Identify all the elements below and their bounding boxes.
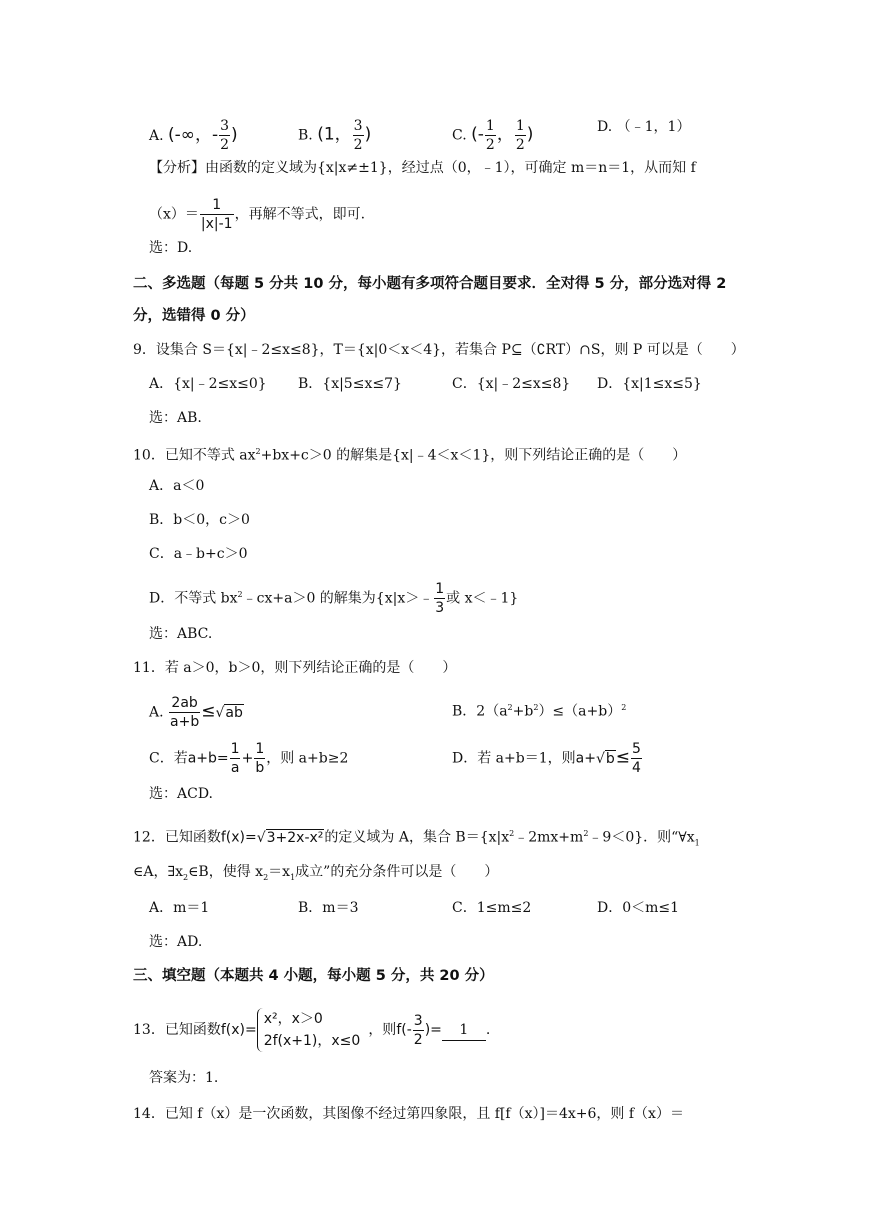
- q10-option-b: B．b＜0，c＞0: [149, 512, 250, 528]
- math-text: (1，: [317, 124, 352, 145]
- text: ﹣cx+a＞0 的解集为{x|x＞﹣: [242, 590, 434, 607]
- fraction: [485, 117, 496, 154]
- text: D．若 a+b＝1，则: [452, 750, 576, 767]
- q8-analysis-line1: 【分析】由函数的定义域为{x|x≠±1}，经过点（0，﹣1），可确定 m＝n＝1，从而知 f: [149, 160, 696, 176]
- text: B．2（a: [452, 703, 508, 720]
- q10-option-c: C．a﹣b+c＞0: [149, 546, 248, 562]
- q11-answer: 选：ACD.: [149, 786, 213, 802]
- fraction: [230, 740, 241, 777]
- denominator: 4: [632, 760, 641, 776]
- math-text: )=: [424, 1022, 442, 1038]
- denominator: 2: [485, 137, 495, 153]
- text: ﹣2mx+m: [514, 829, 584, 846]
- numerator: 3: [220, 118, 229, 134]
- fraction: [434, 580, 445, 617]
- radical: √3+2x-x²: [256, 829, 324, 846]
- fraction: [413, 1012, 424, 1049]
- fraction: [515, 117, 526, 154]
- math-text: ): [526, 124, 534, 145]
- option-text: （﹣1，1）: [616, 119, 691, 135]
- q11-option-c: [149, 740, 348, 777]
- denominator: |x|-1: [200, 216, 233, 232]
- denominator: a+b: [170, 714, 200, 730]
- q11-stem: 11．若 a＞0，b＞0，则下列结论正确的是（ ）: [133, 660, 457, 676]
- text: C．若: [149, 750, 188, 767]
- text: ＝x: [268, 864, 291, 880]
- text: 或 x＜﹣1}: [446, 590, 519, 607]
- superscript: 2: [583, 829, 589, 838]
- q12-stem-line2: [133, 862, 498, 888]
- q10-option-d: [149, 580, 518, 617]
- numerator: 3: [413, 1012, 423, 1029]
- fraction: [631, 740, 642, 777]
- q8-option-a: [149, 118, 238, 153]
- denominator: 2: [353, 137, 363, 153]
- text: ，则 a+b≥2: [266, 750, 349, 767]
- math-text: (-∞，-: [168, 124, 219, 145]
- q13-answer: 答案为：1.: [149, 1070, 219, 1086]
- math-text: f(x)=: [220, 1022, 257, 1038]
- option-label: B.: [298, 127, 313, 144]
- radicand: b: [605, 750, 615, 767]
- math-text: (-: [471, 124, 484, 145]
- text: ∈B，使得 x: [188, 864, 264, 880]
- text: ）≤（a+b）: [538, 703, 622, 720]
- q12-option-b: B．m＝3: [298, 900, 359, 916]
- superscript: 2: [507, 703, 513, 712]
- q11-option-d: [452, 740, 643, 777]
- radical: √ab: [215, 704, 243, 721]
- q12-option-c: C．1≤m≤2: [452, 900, 532, 916]
- section-heading-cont: 分，选错得 0 分）: [133, 308, 255, 324]
- numerator: 5: [632, 741, 641, 757]
- subscript: 2: [182, 872, 189, 882]
- q10-answer: 选：ABC.: [149, 626, 213, 642]
- q9-option-a: A．{x|﹣2≤x≤0}: [149, 376, 267, 392]
- denominator: 2: [515, 137, 525, 153]
- numerator: 1: [255, 741, 265, 757]
- text: .: [485, 1022, 491, 1038]
- q11-option-b: [452, 698, 626, 722]
- fraction: [169, 694, 200, 731]
- text: ∈A，∃x: [133, 864, 183, 880]
- q8-option-c: [452, 117, 533, 154]
- superscript: 2: [621, 703, 627, 712]
- numerator: 1: [485, 118, 495, 134]
- math-text: ): [231, 124, 238, 145]
- fraction: [254, 740, 265, 777]
- q14-stem: 14．已知 f（x）是一次函数，其图像不经过第四象限，且 f[f（x）]＝4x+6，则 f（x）＝: [133, 1106, 684, 1122]
- superscript: 2: [533, 703, 539, 712]
- math-text: +: [241, 750, 254, 767]
- case: x²，x＞0: [263, 1011, 323, 1027]
- q9-stem: 9．设集合 S＝{x|﹣2≤x≤8}，T＝{x|0＜x＜4}，若集合 P⊆（∁RT）∩S，则 P 可以是（ ）: [133, 342, 745, 358]
- math-text: a+b=: [187, 750, 229, 767]
- text: 13．已知函数: [133, 1022, 221, 1038]
- q12-answer: 选：AD.: [149, 934, 203, 950]
- section-heading: 三、填空题（本题共 4 小题，每小题 5 分，共 20 分）: [133, 968, 494, 984]
- superscript: 2: [255, 447, 261, 456]
- text: +bx+c＞0 的解集是{x|﹣4＜x＜1}，则下列结论正确的是（ ）: [260, 447, 687, 464]
- numerator: 1: [212, 197, 222, 213]
- denominator: 2: [413, 1031, 423, 1048]
- math-text: ≤: [615, 747, 630, 768]
- math-text: ，: [496, 124, 514, 145]
- q12-option-a: A．m＝1: [149, 900, 210, 916]
- math-text: a+: [575, 750, 596, 767]
- q8-analysis-line2: [149, 196, 365, 233]
- numerator: 1: [230, 741, 240, 757]
- numerator: 1: [435, 581, 445, 597]
- text: D．不等式 bx: [149, 590, 238, 607]
- text: 的定义域为 A，集合 B＝{x|x: [324, 829, 510, 846]
- denominator: a: [230, 760, 240, 776]
- q8-option-d: [597, 117, 690, 137]
- superscript: 2: [509, 829, 515, 838]
- section-heading: 二、多选题（每题 5 分共 10 分，每小题有多项符合题目要求．全对得 5 分，部分选对得 2: [133, 276, 727, 292]
- q9-option-b: B．{x|5≤x≤7}: [298, 376, 402, 392]
- text: 成立”的充分条件可以是（ ）: [295, 864, 499, 880]
- option-label: C.: [452, 127, 467, 144]
- option-label: D.: [597, 119, 613, 135]
- text: +b: [512, 703, 534, 720]
- numerator: 3: [353, 118, 363, 134]
- text: ，则: [368, 1022, 397, 1038]
- q11-option-a: [149, 694, 244, 731]
- subscript: 2: [263, 872, 269, 882]
- math-text: ≤: [201, 701, 216, 722]
- math-text: f(-: [396, 1022, 412, 1038]
- denominator: b: [255, 760, 265, 776]
- text: 12．已知函数: [133, 829, 221, 846]
- text: （x）＝: [149, 206, 199, 223]
- q12-stem-line1: [133, 824, 700, 853]
- piecewise: [257, 1008, 361, 1052]
- q13-stem: [133, 1004, 490, 1056]
- denominator: 2: [220, 137, 229, 153]
- radicand: 3+2x-x²: [266, 829, 324, 846]
- numerator: 2ab: [171, 695, 198, 711]
- q9-option-d: D．{x|1≤x≤5}: [597, 376, 702, 392]
- fraction: [200, 196, 234, 233]
- superscript: 2: [237, 589, 243, 599]
- radical: √b: [595, 750, 615, 767]
- fraction: [219, 117, 230, 154]
- answer-blank: 1: [442, 1020, 486, 1041]
- fraction: [353, 117, 364, 154]
- radicand: ab: [225, 704, 243, 721]
- option-label: A.: [149, 704, 164, 721]
- q12-option-d: D．0＜m≤1: [597, 900, 680, 916]
- denominator: 3: [435, 600, 445, 616]
- text: ，再解不等式，即可.: [234, 206, 366, 223]
- text: 10．已知不等式 ax: [133, 447, 256, 464]
- math-text: ): [364, 124, 372, 145]
- q8-options: [149, 117, 238, 154]
- q8-answer: 选：D.: [149, 240, 193, 256]
- q9-answer: 选：AB.: [149, 410, 202, 426]
- numerator: 1: [515, 118, 525, 134]
- subscript: 1: [694, 838, 700, 848]
- q10-stem: [133, 442, 686, 466]
- q8-option-b: [298, 117, 371, 154]
- q9-option-c: C．{x|﹣2≤x≤8}: [452, 376, 571, 392]
- option-label: A.: [149, 127, 164, 144]
- case: 2f(x+1)，x≤0: [263, 1033, 361, 1049]
- math-text: f(x)=: [220, 829, 257, 846]
- text: ﹣9＜0}．则“∀x: [588, 829, 695, 846]
- q10-option-a: A．a＜0: [149, 478, 205, 494]
- subscript: 1: [290, 872, 296, 882]
